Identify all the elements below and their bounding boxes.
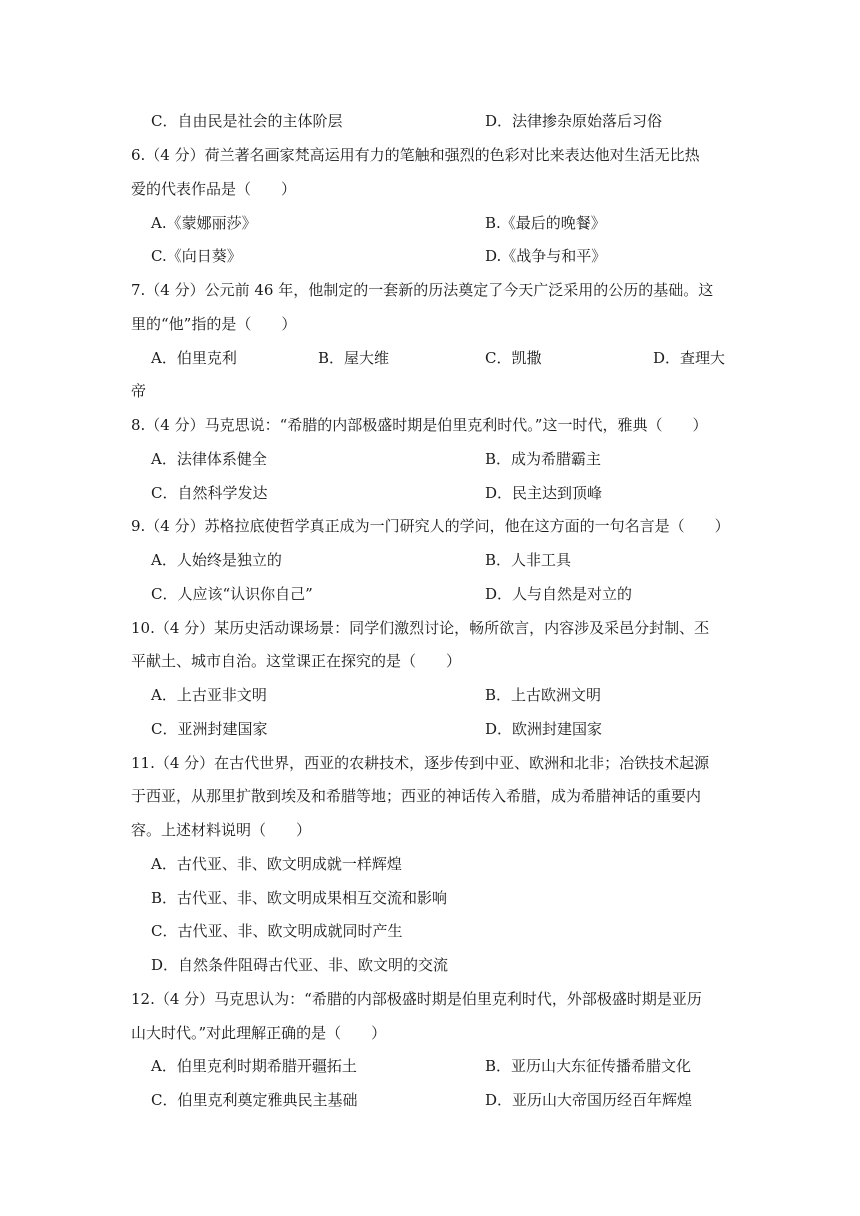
q8-option-b: B．成为希腊霸主 [485,450,602,468]
q7-option-a: A．伯里克利 [151,349,237,367]
q12-stem-line-2: 山大时代。”对此理解正确的是（ ） [131,1024,387,1042]
q5-option-c: C．自由民是社会的主体阶层 [151,112,343,130]
q7-option-d-continued: 帝 [131,382,147,400]
q6-option-d: D.《战争与和平》 [485,247,607,265]
q9-stem-line-1: 9.（4 分）苏格拉底使哲学真正成为一门研究人的学问，他在这方面的一句名言是（ ） [131,517,730,535]
q12-option-b: B．亚历山大东征传播希腊文化 [485,1057,692,1075]
q11-stem-line-2: 于西亚，从那里扩散到埃及和希腊等地；西亚的神话传入希腊，成为希腊神话的重要内 [131,787,702,805]
q6-stem-line-2: 爱的代表作品是（ ） [131,180,297,198]
q12-option-c: C．伯里克利奠定雅典民主基础 [151,1091,358,1109]
q8-stem-line-1: 8.（4 分）马克思说：“希腊的内部极盛时期是伯里克利时代。”这一时代，雅典（ ） [131,416,708,434]
q8-option-c: C．自然科学发达 [151,484,268,502]
q12-option-a: A．伯里克利时期希腊开疆拓土 [151,1057,357,1075]
q11-stem-line-1: 11.（4 分）在古代世界，西亚的农耕技术，逐步传到中亚、欧洲和北非；冶铁技术起源 [131,754,710,772]
q7-stem-line-2: 里的“他”指的是（ ） [131,315,297,333]
q10-option-d: D．欧洲封建国家 [485,720,603,738]
q9-option-a: A．人始终是独立的 [151,551,282,569]
q7-stem-line-1: 7.（4 分）公元前 46 年，他制定的一套新的历法奠定了今天广泛采用的公历的基础。这 [131,281,714,299]
q6-option-b: B.《最后的晚餐》 [485,214,606,232]
q11-option-d: D．自然条件阻碍古代亚、非、欧文明的交流 [151,956,449,974]
q8-option-a: A．法律体系健全 [151,450,267,468]
q10-option-c: C．亚洲封建国家 [151,720,268,738]
q6-option-c: C.《向日葵》 [151,247,242,265]
q10-stem-line-2: 平献土、城市自治。这堂课正在探究的是（ ） [131,652,462,670]
q10-option-b: B．上古欧洲文明 [485,686,602,704]
q8-option-d: D．民主达到顶峰 [485,484,603,502]
q9-option-b: B．人非工具 [485,551,572,569]
q11-option-c: C．古代亚、非、欧文明成就同时产生 [151,922,403,940]
q7-option-b: B．屋大维 [318,349,390,367]
q11-option-b: B．古代亚、非、欧文明成果相互交流和影响 [151,889,448,907]
q10-stem-line-1: 10.（4 分）某历史活动课场景：同学们激烈讨论，畅所欲言，内容涉及采邑分封制、丕 [131,619,710,637]
q9-option-d: D．人与自然是对立的 [485,585,633,603]
q11-option-a: A．古代亚、非、欧文明成就一样辉煌 [151,855,402,873]
q5-option-d: D．法律掺杂原始落后习俗 [485,112,663,130]
q6-option-a: A.《蒙娜丽莎》 [151,214,257,232]
q12-stem-line-1: 12.（4 分）马克思认为：“希腊的内部极盛时期是伯里克利时代，外部极盛时期是亚历 [131,990,702,1008]
q6-stem-line-1: 6.（4 分）荷兰著名画家梵高运用有力的笔触和强烈的色彩对比来表达他对生活无比热 [131,146,700,164]
q7-option-d: D．查理大 [653,349,726,367]
q11-stem-line-3: 容。上述材料说明（ ） [131,821,312,839]
q7-option-c: C．凯撒 [485,349,542,367]
q9-option-c: C．人应该“认识你自己” [151,585,313,603]
q12-option-d: D．亚历山大帝国历经百年辉煌 [485,1091,693,1109]
q10-option-a: A．上古亚非文明 [151,686,267,704]
